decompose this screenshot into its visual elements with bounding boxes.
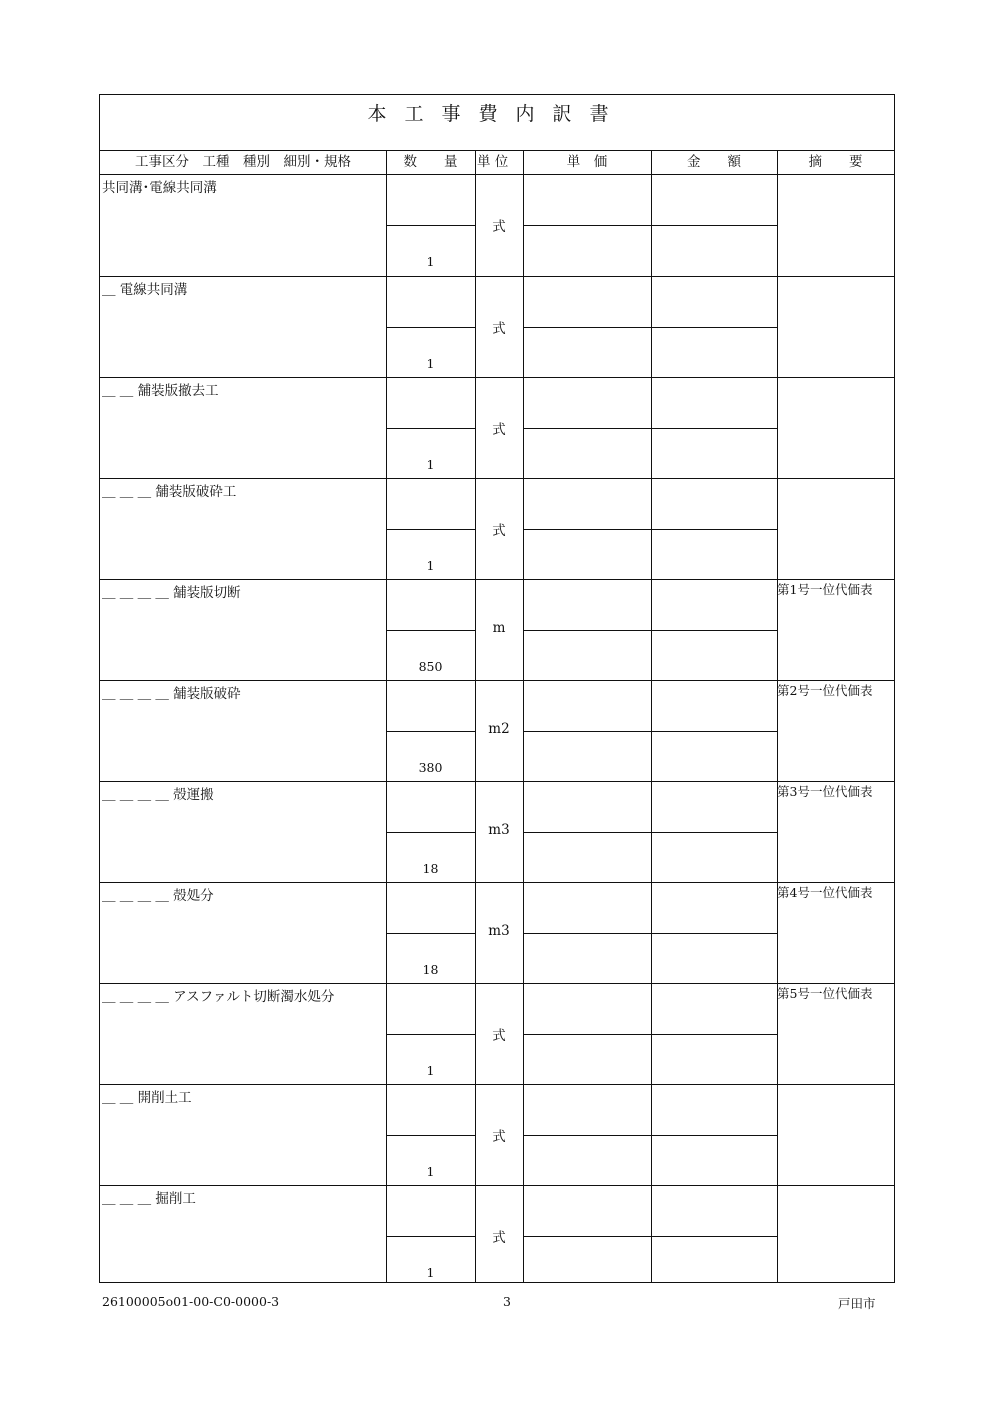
unit-value: m3 — [488, 923, 510, 939]
header-amount: 金 額 — [687, 154, 741, 170]
row-midline — [386, 933, 475, 934]
remarks-value: 第4号一位代価表 — [777, 885, 873, 900]
table-row — [100, 983, 894, 1084]
table-header — [100, 151, 894, 175]
item-name: ＿ ＿ ＿ ＿ 殻運搬 — [102, 787, 214, 803]
quantity-value: 18 — [422, 861, 439, 876]
row-midline — [386, 1135, 475, 1136]
row-midline — [386, 1236, 475, 1237]
table-row — [100, 579, 894, 680]
row-midline — [523, 1135, 777, 1136]
unit-value: m2 — [488, 721, 510, 737]
unit-value: 式 — [492, 422, 506, 438]
row-midline — [523, 428, 777, 429]
item-name: ＿ ＿ 開削土工 — [102, 1090, 192, 1106]
item-name: ＿ ＿ ＿ ＿ 舗装版切断 — [102, 585, 241, 601]
table-row — [100, 478, 894, 579]
table-row — [100, 1185, 894, 1286]
item-name: ＿ ＿ ＿ ＿ アスファルト切断濁水処分 — [102, 989, 335, 1005]
unit-value: m — [492, 620, 506, 636]
table-row — [100, 276, 894, 377]
unit-value: 式 — [492, 219, 506, 235]
unit-value: 式 — [492, 321, 506, 337]
item-name: ＿ ＿ ＿ ＿ 殻処分 — [102, 888, 214, 904]
row-midline — [523, 1236, 777, 1237]
remarks-value: 第5号一位代価表 — [777, 986, 873, 1001]
table-row — [100, 882, 894, 983]
quantity-value: 1 — [426, 457, 435, 472]
row-midline — [523, 529, 777, 530]
quantity-value: 1 — [426, 1265, 435, 1280]
row-midline — [386, 832, 475, 833]
quantity-value: 18 — [422, 962, 439, 977]
table-row — [100, 781, 894, 882]
header-quantity: 数 量 — [403, 154, 458, 170]
item-name: 共同溝･電線共同溝 — [102, 180, 217, 196]
row-midline — [523, 1034, 777, 1035]
header-unit: 単 位 — [477, 154, 509, 170]
page-number: 3 — [503, 1294, 511, 1309]
row-midline — [523, 731, 777, 732]
quantity-value: 380 — [418, 760, 443, 775]
row-midline — [386, 731, 475, 732]
header-item: 工事区分 工種 種別 細別・規格 — [135, 154, 351, 170]
item-name: ＿ ＿ 舗装版撤去工 — [102, 383, 219, 399]
issuer-name: 戸田市 — [838, 1296, 876, 1311]
row-midline — [386, 225, 475, 226]
item-name: ＿ ＿ ＿ 掘削工 — [102, 1191, 196, 1207]
header-remarks: 摘 要 — [808, 154, 863, 170]
unit-value: 式 — [492, 1028, 506, 1044]
row-midline — [386, 327, 475, 328]
remarks-value: 第1号一位代価表 — [777, 582, 873, 597]
quantity-value: 1 — [426, 356, 435, 371]
quantity-value: 1 — [426, 558, 435, 573]
table-row — [100, 377, 894, 478]
document-code: 26100005o01-00-C0-0000-3 — [102, 1294, 280, 1309]
row-midline — [523, 933, 777, 934]
unit-value: 式 — [492, 1129, 506, 1145]
cost-breakdown-sheet — [99, 94, 895, 1283]
table-row — [100, 680, 894, 781]
quantity-value: 1 — [426, 1063, 435, 1078]
quantity-value: 1 — [426, 1164, 435, 1179]
table-row — [100, 175, 894, 276]
row-midline — [523, 832, 777, 833]
quantity-value: 850 — [418, 659, 443, 674]
table-row — [100, 1084, 894, 1185]
item-name: ＿ ＿ ＿ ＿ 舗装版破砕 — [102, 686, 241, 702]
row-midline — [523, 327, 777, 328]
remarks-value: 第2号一位代価表 — [777, 683, 873, 698]
quantity-value: 1 — [426, 254, 435, 269]
remarks-value: 第3号一位代価表 — [777, 784, 873, 799]
unit-value: m3 — [488, 822, 510, 838]
header-unit-price: 単 価 — [566, 154, 608, 170]
row-midline — [523, 225, 777, 226]
row-midline — [386, 630, 475, 631]
row-midline — [523, 630, 777, 631]
row-midline — [386, 1034, 475, 1035]
unit-value: 式 — [492, 1230, 506, 1246]
unit-value: 式 — [492, 523, 506, 539]
row-midline — [386, 428, 475, 429]
item-name: ＿ 電線共同溝 — [102, 282, 188, 298]
item-name: ＿ ＿ ＿ 舗装版破砕工 — [102, 484, 237, 500]
document-title: 本工事費内訳書 — [100, 95, 894, 151]
row-midline — [386, 529, 475, 530]
table-body — [100, 175, 894, 1282]
